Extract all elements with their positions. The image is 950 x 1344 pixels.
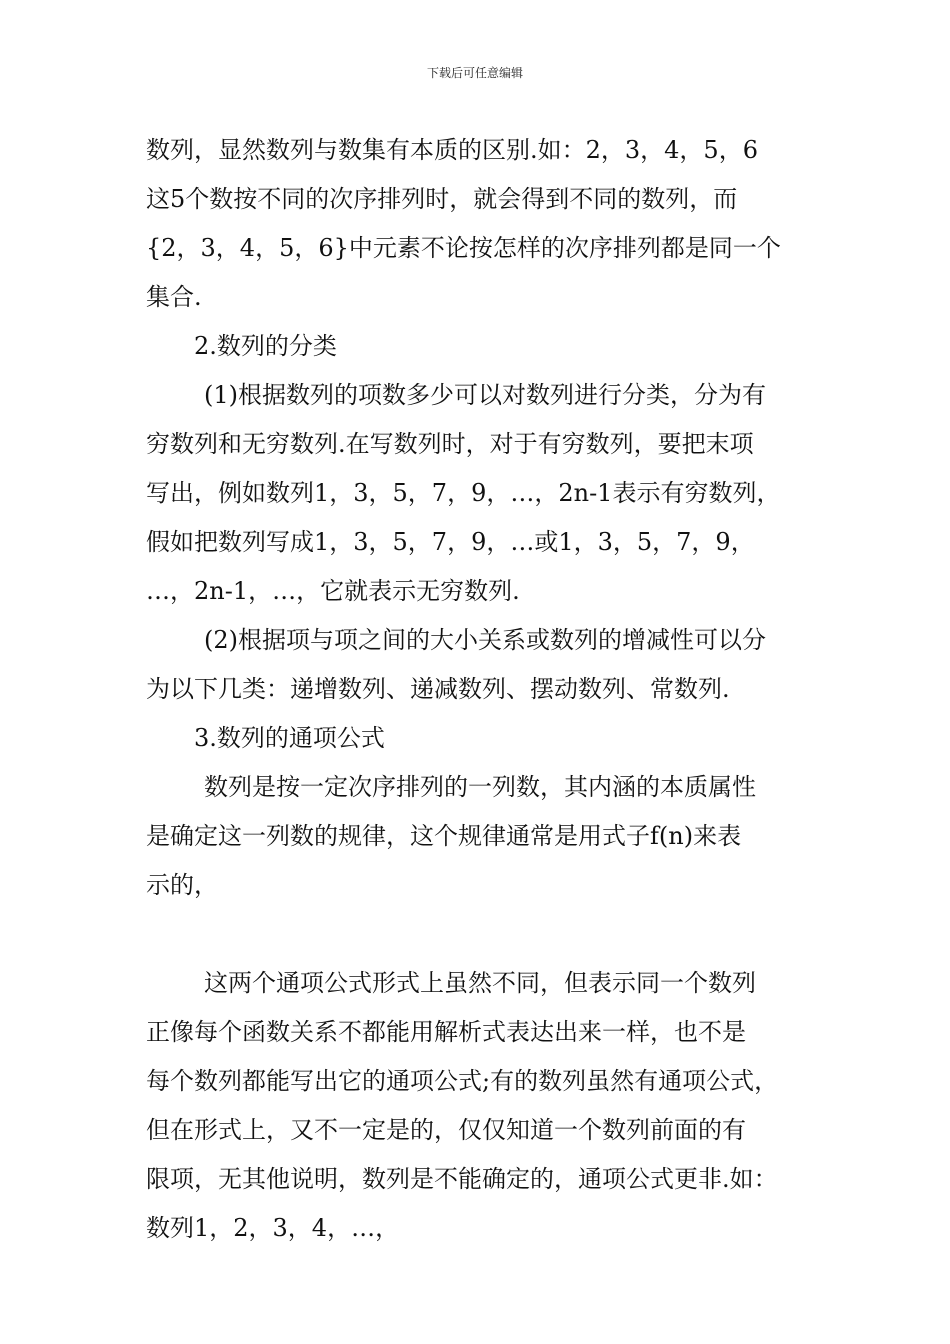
paragraph-line: 是确定这一列数的规律，这个规律通常是用式子f(n)来表 <box>146 822 742 850</box>
paragraph-line: 每个数列都能写出它的通项公式;有的数列虽然有通项公式， <box>146 1067 779 1095</box>
paragraph-line: (2)根据项与项之间的大小关系或数列的增减性可以分 <box>204 626 766 654</box>
paragraph-line: 正像每个函数关系不都能用解析式表达出来一样，也不是 <box>146 1018 746 1046</box>
paragraph-line: 集合. <box>146 283 202 311</box>
paragraph-line: 数列是按一定次序排列的一列数，其内涵的本质属性 <box>204 773 756 801</box>
paragraph-line: 这两个通项公式形式上虽然不同，但表示同一个数列 <box>204 969 756 997</box>
paragraph-line: …，2n-1，…，它就表示无穷数列. <box>146 577 520 605</box>
section-heading: 3.数列的通项公式 <box>194 724 385 752</box>
page-header: 下载后可任意编辑 <box>426 66 523 80</box>
paragraph-line: 限项，无其他说明，数列是不能确定的，通项公式更非.如： <box>146 1165 778 1193</box>
paragraph-line: 假如把数列写成1，3，5，7，9，…或1，3，5，7，9， <box>146 528 755 556</box>
paragraph-line: 这5个数按不同的次序排列时，就会得到不同的数列，而 <box>146 185 738 213</box>
paragraph-gap <box>146 910 816 959</box>
section-heading: 2.数列的分类 <box>194 332 337 360</box>
paragraph-line: 穷数列和无穷数列.在写数列时，对于有穷数列，要把末项 <box>146 430 754 458</box>
paragraph-line: 数列，显然数列与数集有本质的区别.如：2，3，4，5，6 <box>146 136 758 164</box>
paragraph-line: 为以下几类：递增数列、递减数列、摆动数列、常数列. <box>146 675 730 703</box>
document-body <box>146 126 816 1253</box>
paragraph-line: {2，3，4，5，6}中元素不论按怎样的次序排列都是同一个 <box>146 234 781 262</box>
paragraph-line: 写出，例如数列1，3，5，7，9，…，2n-1表示有穷数列， <box>146 479 781 507</box>
paragraph-line: 数列1，2，3，4，…， <box>146 1214 400 1242</box>
paragraph-line: (1)根据数列的项数多少可以对数列进行分类，分为有 <box>204 381 766 409</box>
paragraph-line: 示的， <box>146 871 218 899</box>
paragraph-line: 但在形式上，又不一定是的，仅仅知道一个数列前面的有 <box>146 1116 746 1144</box>
